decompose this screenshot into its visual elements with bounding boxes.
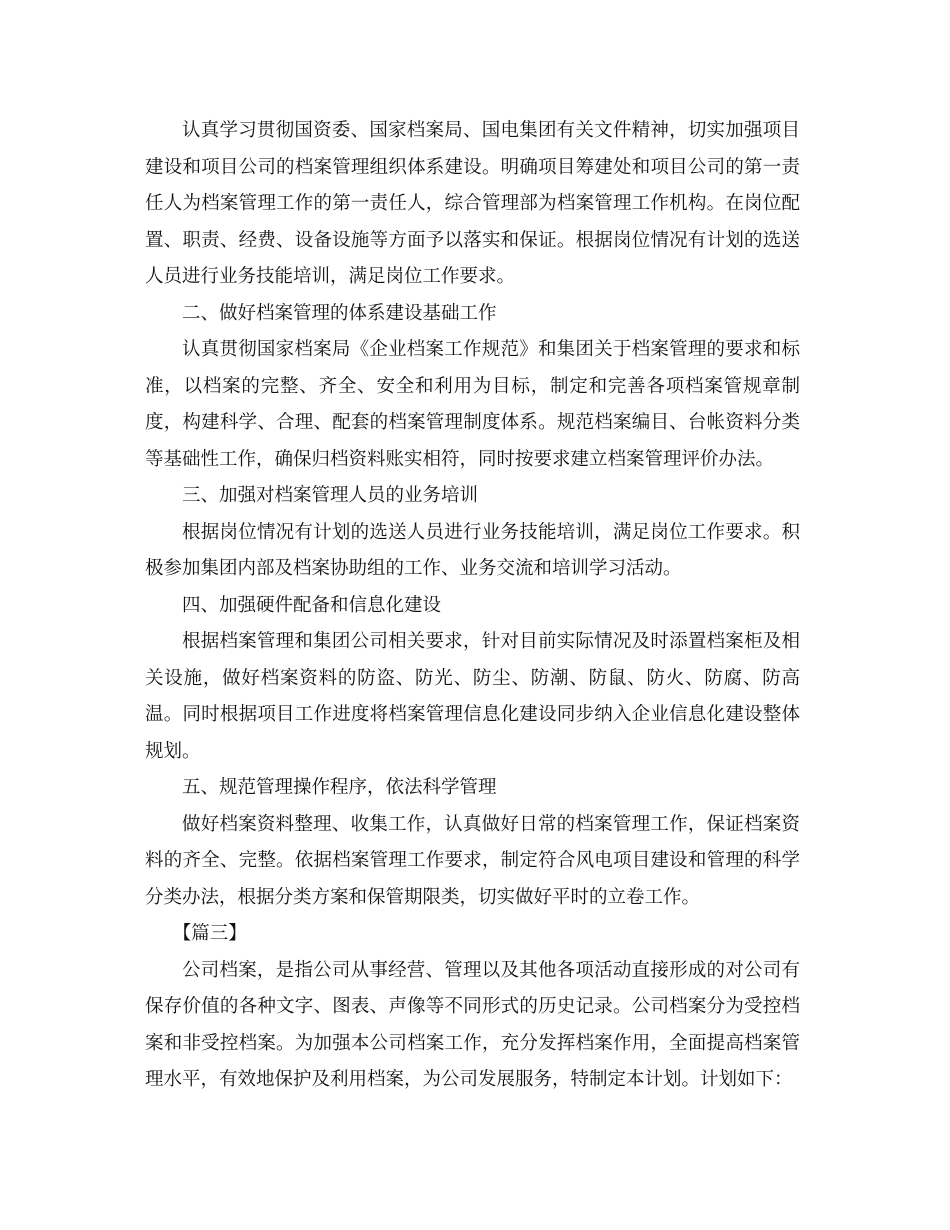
paragraph-part-3: 公司档案，是指公司从事经营、管理以及其他各项活动直接形成的对公司有保存价值的各种文字、图表、声像等不同形式的历史记录。公司档案分为受控档案和非受控档案。为加强本公司档案工作，充分发挥档案作用，全面提高档案管理水平，有效地保护及利用档案，为公司发展服务，特制定本计划。计划如下：	[145, 959, 800, 1090]
document-body	[145, 113, 800, 1099]
paragraph-section-4: 根据档案管理和集团公司相关要求，针对目前实际情况及时添置档案柜及相关设施，做好档案资料的防盗、防光、防尘、防潮、防鼠、防火、防腐、防高温。同时根据项目工作进度将档案管理信息化建设同步纳入企业信息化建设整体规划。	[145, 631, 800, 762]
section-heading-4: 四、加强硬件配备和信息化建设	[182, 594, 442, 616]
paragraph-intro: 认真学习贯彻国资委、国家档案局、国电集团有关文件精神，切实加强项目建设和项目公司的档案管理组织体系建设。明确项目筹建处和项目公司的第一责任人为档案管理工作的第一责任人，综合管理部为档案管理工作机构。在岗位配置、职责、经费、设备设施等方面予以落实和保证。根据岗位情况有计划的选送人员进行业务技能培训，满足岗位工作要求。	[145, 120, 800, 287]
part-marker: 【篇三】	[172, 923, 247, 944]
section-heading-5: 五、规范管理操作程序，依法科学管理	[182, 777, 497, 798]
section-heading-2: 二、做好档案管理的体系建设基础工作	[182, 302, 497, 324]
section-heading-3: 三、加强对档案管理人员的业务培训	[182, 485, 479, 506]
paragraph-section-5: 做好档案资料整理、收集工作，认真做好日常的档案管理工作，保证档案资料的齐全、完整。依据档案管理工作要求，制定符合风电项目建设和管理的科学分类办法，根据分类方案和保管期限类，切实做好平时的立卷工作。	[145, 813, 800, 908]
paragraph-section-2: 认真贯彻国家档案局《企业档案工作规范》和集团关于档案管理的要求和标准，以档案的完整、齐全、安全和利用为目标，制定和完善各项档案管规章制度，构建科学、合理、配套的档案管理制度体系。规范档案编目、台帐资料分类等基础性工作，确保归档资料账实相符，同时按要求建立档案管理评价办法。	[145, 339, 800, 470]
paragraph-section-3: 根据岗位情况有计划的选送人员进行业务技能培训，满足岗位工作要求。积极参加集团内部及档案协助组的工作、业务交流和培训学习活动。	[145, 521, 800, 579]
